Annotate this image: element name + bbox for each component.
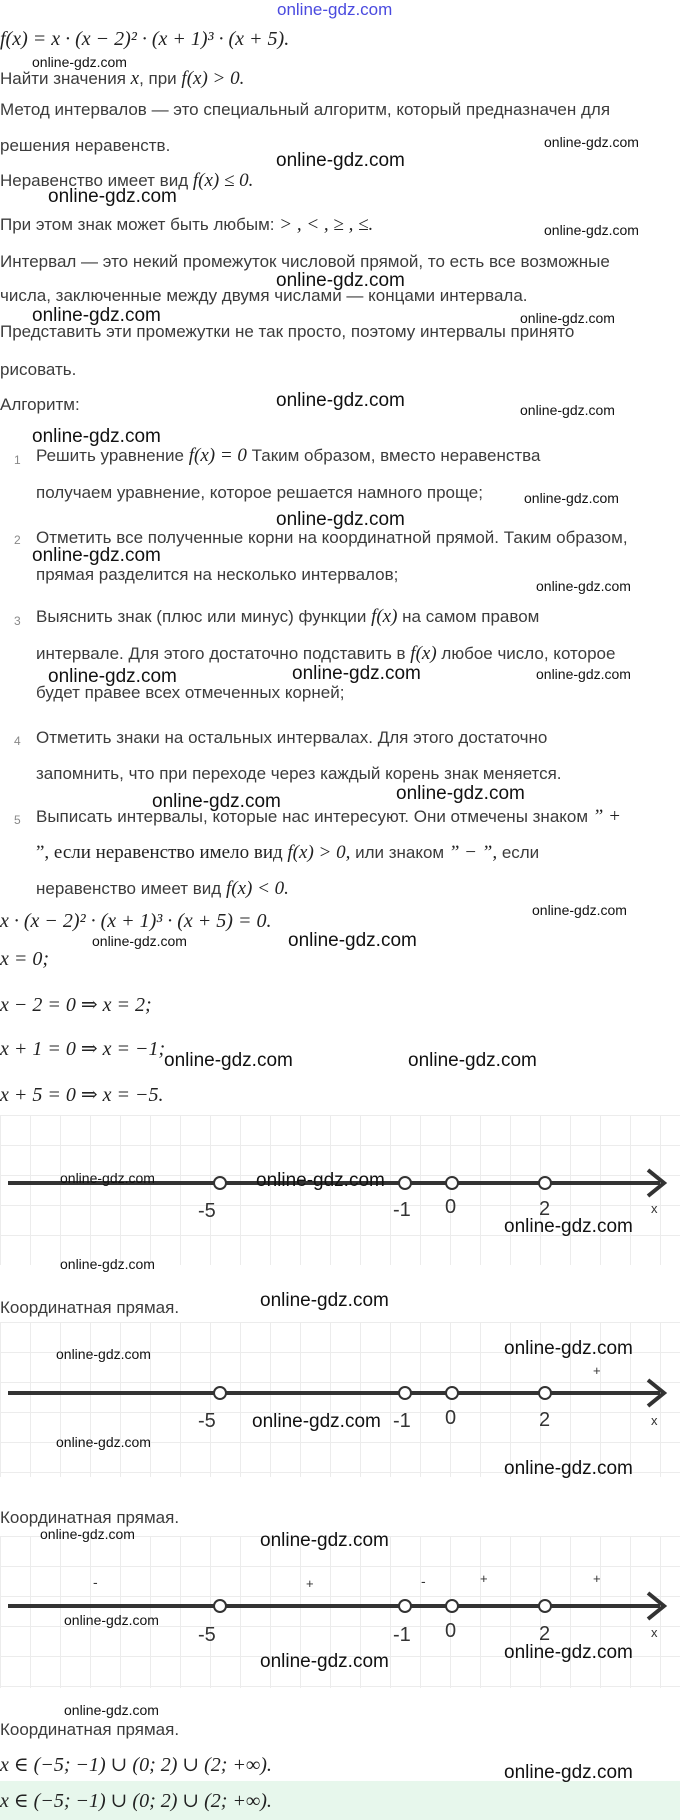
root-point: [399, 1600, 411, 1612]
tick-label: -5: [198, 1200, 216, 1222]
watermark: online-gdz.com: [260, 1651, 389, 1672]
root-point: [214, 1177, 226, 1189]
caption: Координатная прямая.: [0, 1508, 180, 1527]
sign-label: -: [421, 1573, 426, 1589]
step-3-line-2: интервале. Для этого достаточно подставить в f(x) любое число, которое: [36, 643, 616, 664]
watermark: online-gdz.com: [60, 1256, 155, 1272]
step-number: 4: [14, 734, 21, 748]
step-5-line-3: неравенство имеет вид f(x) < 0.: [36, 878, 289, 899]
watermark: online-gdz.com: [40, 1526, 135, 1542]
equation: x · (x − 2)² · (x + 1)³ · (x + 5) = 0.: [0, 910, 272, 932]
step-number: 2: [14, 533, 21, 547]
algorithm-label: Алгоритм:: [0, 395, 80, 414]
watermark: online-gdz.com: [260, 1530, 389, 1551]
watermark: online-gdz.com: [396, 783, 525, 804]
final-answer: x ∈ (−5; −1) ∪ (0; 2) ∪ (2; +∞).: [0, 1790, 272, 1812]
sign-label: +: [480, 1571, 488, 1586]
watermark: online-gdz.com: [260, 1290, 389, 1311]
sign-label: +: [593, 1571, 601, 1586]
watermark: online-gdz.com: [520, 310, 615, 326]
top-watermark: online-gdz.com: [277, 0, 393, 19]
root-point: [399, 1387, 411, 1399]
watermark: online-gdz.com: [504, 1642, 633, 1663]
sign-label: +: [593, 1363, 601, 1378]
step-5-line-2: ”, если неравенство имело вид f(x) > 0, или знаком ” − ”, если: [36, 842, 540, 863]
step-1-line-1: Решить уравнение f(x) = 0 Таким образом, вместо неравенства: [36, 445, 541, 466]
watermark: online-gdz.com: [56, 1434, 151, 1450]
root-point: [214, 1387, 226, 1399]
watermark: online-gdz.com: [92, 933, 187, 949]
tick-label: 0: [445, 1407, 457, 1429]
watermark: online-gdz.com: [504, 1458, 633, 1479]
tick-label: 2: [539, 1623, 551, 1645]
watermark: online-gdz.com: [256, 1170, 385, 1191]
watermark: online-gdz.com: [276, 390, 405, 411]
method-line-2: решения неравенств.: [0, 136, 171, 155]
watermark: online-gdz.com: [48, 186, 177, 207]
step-4-line-2: запомнить, что при переходе через каждый корень знак меняется.: [36, 764, 562, 783]
watermark: online-gdz.com: [32, 545, 161, 566]
watermark: online-gdz.com: [408, 1050, 537, 1071]
sign-label: -: [93, 1574, 98, 1590]
root-line: x + 5 = 0 ⇒ x = −5.: [0, 1084, 164, 1106]
watermark: online-gdz.com: [48, 666, 177, 687]
root-point: [539, 1600, 551, 1612]
watermark: online-gdz.com: [292, 663, 421, 684]
watermark: online-gdz.com: [504, 1762, 633, 1783]
watermark: online-gdz.com: [32, 426, 161, 447]
tick-label: -5: [198, 1410, 216, 1432]
watermark: online-gdz.com: [544, 134, 639, 150]
caption: Координатная прямая.: [0, 1298, 180, 1317]
axis-var-label: x: [651, 1413, 658, 1428]
watermark: online-gdz.com: [536, 578, 631, 594]
tick-label: 0: [445, 1196, 457, 1218]
watermark: online-gdz.com: [532, 902, 627, 918]
tick-label: 2: [539, 1409, 551, 1431]
watermark: online-gdz.com: [276, 270, 405, 291]
watermark: online-gdz.com: [544, 222, 639, 238]
sign-label: +: [306, 1576, 314, 1591]
draw-line-1: Представить эти промежутки не так просто, поэтому интервалы принято: [0, 322, 575, 341]
watermark: online-gdz.com: [164, 1050, 293, 1071]
answer-line: x ∈ (−5; −1) ∪ (0; 2) ∪ (2; +∞).: [0, 1754, 272, 1776]
watermark: online-gdz.com: [152, 791, 281, 812]
step-2-line-2: прямая разделится на несколько интервалов;: [36, 565, 399, 584]
step-2-line-1: Отметить все полученные корни на координатной прямой. Таким образом,: [36, 528, 628, 547]
task-line: Найти значения x, при f(x) > 0.: [0, 68, 245, 89]
watermark: online-gdz.com: [276, 509, 405, 530]
watermark: online-gdz.com: [32, 305, 161, 326]
watermark: online-gdz.com: [504, 1216, 633, 1237]
watermark: online-gdz.com: [32, 54, 127, 70]
step-number: 1: [14, 453, 21, 467]
sign-line: При этом знак может быть любым: > , < , ≥ , ≤.: [0, 214, 374, 235]
tick-label: 0: [445, 1620, 457, 1642]
inequality-line: Неравенство имеет вид f(x) ≤ 0.: [0, 170, 254, 191]
root-point: [446, 1177, 458, 1189]
watermark: online-gdz.com: [288, 930, 417, 951]
step-3-line-3: будет правее всех отмеченных корней;: [36, 683, 345, 702]
interval-line-1: Интервал — это некий промежуток числовой прямой, то есть все возможные: [0, 252, 610, 271]
tick-label: -1: [393, 1624, 411, 1646]
function-definition: f(x) = x · (x − 2)² · (x + 1)³ · (x + 5).: [0, 28, 290, 50]
watermark: online-gdz.com: [524, 490, 619, 506]
method-line-1: Метод интервалов — это специальный алгоритм, который предназначен для: [0, 100, 611, 119]
step-5-line-1: Выписать интервалы, которые нас интересуют. Они отмечены знаком ” +: [36, 806, 621, 827]
root-point: [214, 1600, 226, 1612]
root-point: [446, 1600, 458, 1612]
step-3-line-1: Выяснить знак (плюс или минус) функции f(x) на самом правом: [36, 606, 540, 627]
root-line: x + 1 = 0 ⇒ x = −1;: [0, 1038, 166, 1060]
step-4-line-1: Отметить знаки на остальных интервалах. Для этого достаточно: [36, 728, 548, 747]
watermark: online-gdz.com: [276, 150, 405, 171]
watermark: online-gdz.com: [536, 666, 631, 682]
tick-label: -5: [198, 1624, 216, 1646]
tick-label: -1: [393, 1199, 411, 1221]
axis-var-label: x: [651, 1201, 658, 1216]
watermark: online-gdz.com: [56, 1346, 151, 1362]
watermark: online-gdz.com: [520, 402, 615, 418]
watermark: online-gdz.com: [64, 1612, 159, 1628]
root-line: x = 0;: [0, 948, 50, 970]
step-number: 5: [14, 813, 21, 827]
root-point: [539, 1177, 551, 1189]
tick-label: -1: [393, 1410, 411, 1432]
watermark: online-gdz.com: [252, 1411, 381, 1432]
step-1-line-2: получаем уравнение, которое решается намного проще;: [36, 483, 483, 502]
root-point: [446, 1387, 458, 1399]
draw-line-2: рисовать.: [0, 360, 77, 379]
root-point: [399, 1177, 411, 1189]
root-point: [539, 1387, 551, 1399]
axis-var-label: x: [651, 1625, 658, 1640]
caption: Координатная прямая.: [0, 1720, 180, 1739]
interval-line-2: числа, заключенные между двумя числами — концами интервала.: [0, 286, 528, 305]
watermark: online-gdz.com: [504, 1338, 633, 1359]
step-number: 3: [14, 614, 21, 628]
root-line: x − 2 = 0 ⇒ x = 2;: [0, 994, 152, 1016]
watermark: online-gdz.com: [60, 1170, 155, 1186]
tick-label: 2: [539, 1198, 551, 1220]
watermark: online-gdz.com: [64, 1702, 159, 1718]
